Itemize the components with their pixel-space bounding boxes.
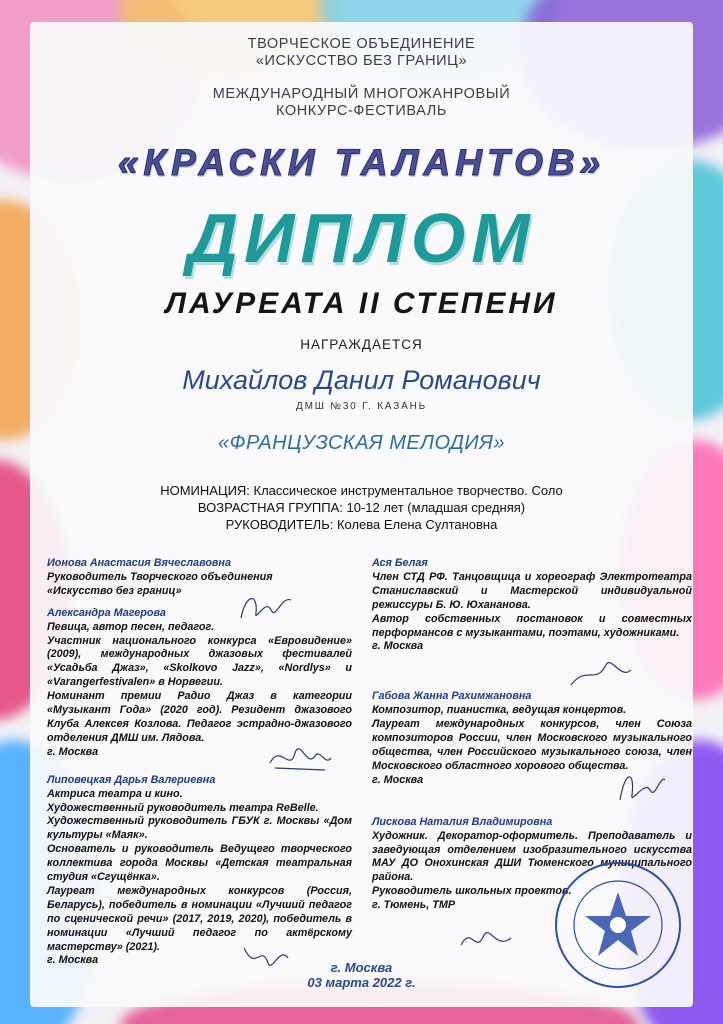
festival-title: «КРАСКИ ТАЛАНТОВ» bbox=[117, 142, 606, 183]
jury-line: Лауреат международных конкурсов, член Союза композиторов России, член Московского музыкального общества, член Российского музыкального союза, член Московского областного хорового общества. bbox=[372, 718, 692, 772]
signature-magerova bbox=[265, 738, 335, 778]
recipient-name: Михайлов Данил Романович bbox=[182, 365, 541, 395]
jury-line: Композитор, пианистка, ведущая концертов. bbox=[372, 704, 627, 717]
organization-header bbox=[0, 36, 723, 70]
supervisor: РУКОВОДИТЕЛЬ: Колева Елена Султановна bbox=[225, 517, 498, 532]
jury-line: «Искусство без границ» bbox=[47, 584, 182, 597]
signature-liskova bbox=[456, 920, 516, 960]
diploma-title: ДИПЛОМ bbox=[187, 199, 536, 277]
org-line-1: ТВОРЧЕСКОЕ ОБЪЕДИНЕНИЕ bbox=[247, 36, 476, 52]
jury-name: Александра Магерова bbox=[47, 606, 166, 619]
jury-line: Художник. Декоратор-оформитель. Преподаватель и заведующая отделением изобразительного искусства МАУ ДО Онохинская ДШИ Тюменского муниципального района. bbox=[372, 829, 692, 884]
jury-line: Художественный руководитель театра ReBelle. bbox=[47, 801, 319, 814]
org-line-2: «ИСКУССТВО БЕЗ ГРАНИЦ» bbox=[255, 53, 468, 69]
work-title: «ФРАНЦУЗСКАЯ МЕЛОДИЯ» bbox=[218, 432, 505, 454]
degree-title: ЛАУРЕАТА II СТЕПЕНИ bbox=[165, 287, 558, 320]
jury-line: г. Москва bbox=[372, 773, 424, 786]
signature-ionova bbox=[236, 588, 296, 628]
footer-date: 03 марта 2022 г. bbox=[307, 975, 416, 990]
footer bbox=[0, 960, 723, 990]
jury-line: г. Москва bbox=[47, 954, 99, 967]
jury-name: Ионова Анастасия Вячеславовна bbox=[47, 557, 231, 569]
jury-line: Основатель и руководитель Ведущего творческого коллектива города Москвы «Детская театральная студия «Сгущёнка». bbox=[47, 843, 352, 884]
jury-line: Автор собственных постановок и совместных перформансов с музыкантами, поэтами, художниками. bbox=[372, 612, 692, 639]
jury-line: г. Москва bbox=[47, 745, 99, 758]
jury-name: Ася Белая bbox=[372, 557, 428, 569]
contest-line-1: МЕЖДУНАРОДНЫЙ МНОГОЖАНРОВЫЙ bbox=[212, 86, 511, 102]
jury-name: Лискова Наталия Владимировна bbox=[372, 815, 553, 828]
contest-line-2: КОНКУРС-ФЕСТИВАЛЬ bbox=[275, 103, 448, 119]
contest-header bbox=[0, 86, 723, 120]
jury-line: Актриса театра и кино. bbox=[47, 787, 183, 800]
jury-line: Руководитель Творческого объединения bbox=[47, 570, 273, 583]
jury-line: Лауреат международных конкурсов (Россия, Беларусь), победитель в номинации «Лучший педагог по сценической речи» (2017, 2019, 2020), победитель в номинации «Лучший педагог по актёрскому мастерству» (2021). bbox=[47, 884, 352, 953]
participant-info bbox=[0, 482, 723, 533]
jury-line: Художественный руководитель ГБУК г. Москвы «Дом культуры «Маяк». bbox=[47, 815, 352, 842]
jury-line: Номинант премии Радио Джаз в категории «Музыкант Года» (2020 год). Резидент джазового Клуба Алексея Козлова. Педагог эстрадно-джазового отделения ДМШ им. Лядова. bbox=[47, 690, 352, 744]
jury-line: Член СТД РФ. Танцовщица и хореограф Электротеатра Станиславский и Мастерской индивидуальной режиссуры Б. Ю. Юхананова. bbox=[372, 570, 692, 611]
recipient-school: ДМШ №30 Г. КАЗАНЬ bbox=[296, 401, 427, 412]
signature-gabova bbox=[610, 765, 670, 810]
jury-line: г. Москва bbox=[372, 640, 424, 653]
jury-line: Участник национального конкурса «Евровидение» (2009), международных джазовых фестивалей «Усадьба Джаз», «Skolkovo Jazz», «Nordlys» и «Varangerfestivalen» в Норвегии. bbox=[47, 634, 352, 689]
jury-line: Певица, автор песен, педагог. bbox=[47, 620, 215, 633]
awarded-label: НАГРАЖДАЕТСЯ bbox=[300, 337, 423, 352]
nomination: НОМИНАЦИЯ: Классическое инструментальное творчество. Соло bbox=[160, 483, 563, 498]
jury-name: Габова Жанна Рахимжановна bbox=[372, 690, 532, 703]
age-group: ВОЗРАСТНАЯ ГРУППА: 10-12 лет (младшая средняя) bbox=[197, 500, 526, 515]
signature-belaya bbox=[566, 655, 636, 695]
jury-name: Липовецкая Дарья Валериевна bbox=[47, 773, 216, 786]
jury-line: Руководитель школьных проектов. bbox=[372, 885, 572, 898]
footer-city: г. Москва bbox=[330, 960, 393, 975]
jury-line: г. Тюмень, ТМР bbox=[372, 899, 456, 912]
